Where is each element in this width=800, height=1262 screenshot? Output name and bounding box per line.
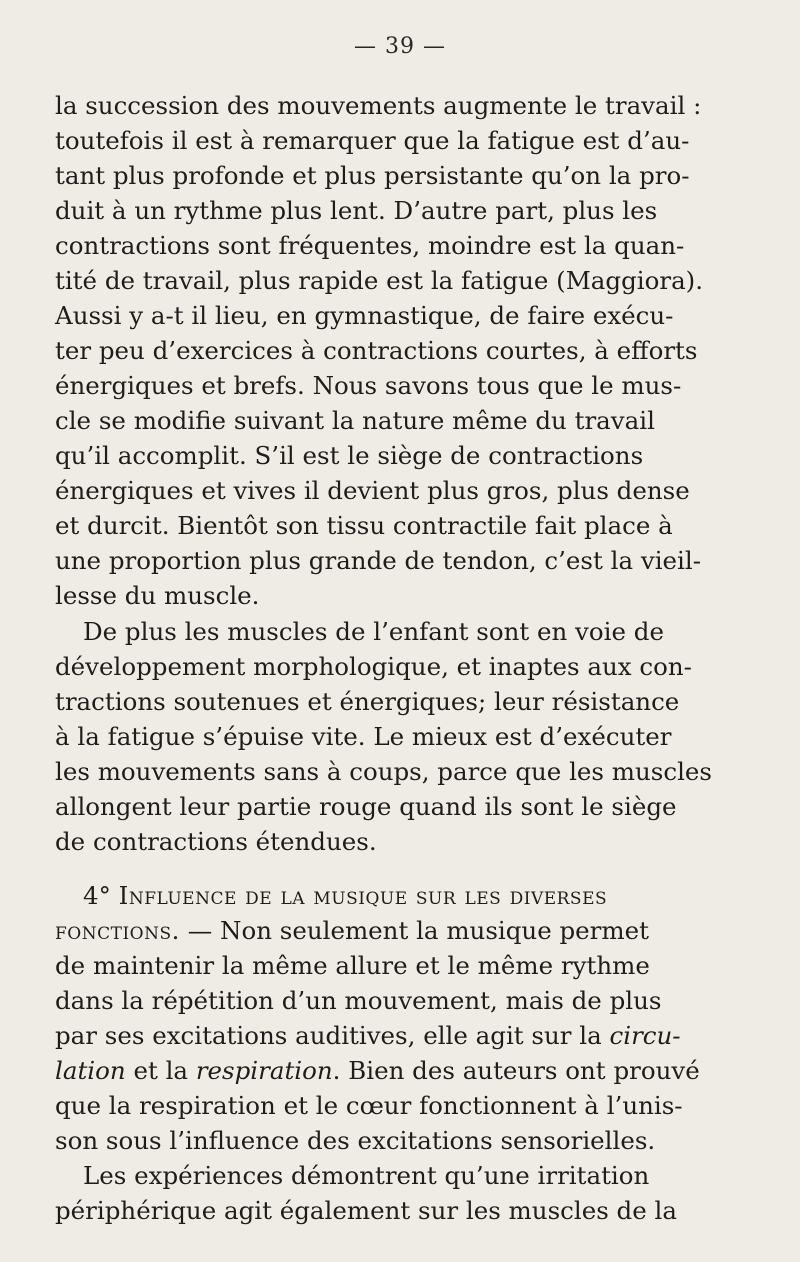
text-line: contractions sont fréquentes, moindre est la quan-	[55, 231, 685, 260]
text-line: ter peu d’exercices à contractions courtes, à efforts	[55, 336, 698, 365]
text-fragment: et la	[133, 1056, 189, 1085]
page-number: — 39 —	[354, 34, 446, 59]
text-line: Aussi y a-t il lieu, en gymnastique, de faire exécu-	[55, 301, 674, 330]
text-line: cle se modifie suivant la nature même du travail	[55, 406, 655, 435]
text-line	[55, 1020, 681, 1052]
text-line: à la fatigue s’épuise vite. Le mieux est d’exécuter	[55, 722, 672, 751]
text-line: toutefois il est à remarquer que la fatigue est d’au-	[55, 126, 690, 155]
text-line: la succession des mouvements augmente le travail :	[55, 91, 702, 120]
italic-term: circu-	[609, 1021, 681, 1050]
section-title-continued: fonctions.	[55, 916, 180, 945]
text-line: de contractions étendues.	[55, 827, 377, 856]
text-fragment: par ses excitations auditives, elle agit sur la	[55, 1021, 602, 1050]
text-line: que la respiration et le cœur fonctionnent à l’unis-	[55, 1091, 683, 1120]
section-title: Influence de la musique sur les diverses	[118, 881, 608, 910]
italic-term: lation	[55, 1056, 126, 1085]
text-line: De plus les muscles de l’enfant sont en voie de	[83, 617, 664, 646]
text-line: tant plus profonde et plus persistante qu’on la pro-	[55, 161, 690, 190]
text-fragment: — Non seulement la musique permet	[187, 916, 649, 945]
text-line: périphérique agit également sur les muscles de la	[55, 1196, 677, 1225]
text-fragment: . Bien des auteurs ont prouvé	[332, 1056, 700, 1085]
text-line: et durcit. Bientôt son tissu contractile fait place à	[55, 511, 673, 540]
text-line: dans la répétition d’un mouvement, mais de plus	[55, 986, 662, 1015]
text-line: les mouvements sans à coups, parce que les muscles	[55, 757, 712, 786]
text-line: énergiques et brefs. Nous savons tous que le mus-	[55, 371, 682, 400]
text-line: énergiques et vives il devient plus gros, plus dense	[55, 476, 690, 505]
text-line: tractions soutenues et énergiques; leur résistance	[55, 687, 680, 716]
section-heading-line	[55, 915, 649, 947]
text-line: duit à un rythme plus lent. D’autre part, plus les	[55, 196, 658, 225]
text-line: allongent leur partie rouge quand ils sont le siège	[55, 792, 677, 821]
italic-term: respiration	[195, 1056, 333, 1085]
text-line: lesse du muscle.	[55, 581, 260, 610]
text-line: de maintenir la même allure et le même rythme	[55, 951, 650, 980]
section-heading-line	[83, 880, 607, 912]
text-line: son sous l’influence des excitations sensorielles.	[55, 1126, 656, 1155]
text-line: Les expériences démontrent qu’une irritation	[83, 1161, 650, 1190]
section-number: 4°	[83, 881, 111, 910]
text-line: tité de travail, plus rapide est la fatigue (Maggiora).	[55, 266, 704, 295]
text-line: une proportion plus grande de tendon, c’est la vieil-	[55, 546, 701, 575]
text-line	[55, 1055, 700, 1087]
text-line: qu’il accomplit. S’il est le siège de contractions	[55, 441, 644, 470]
text-line: développement morphologique, et inaptes aux con-	[55, 652, 692, 681]
